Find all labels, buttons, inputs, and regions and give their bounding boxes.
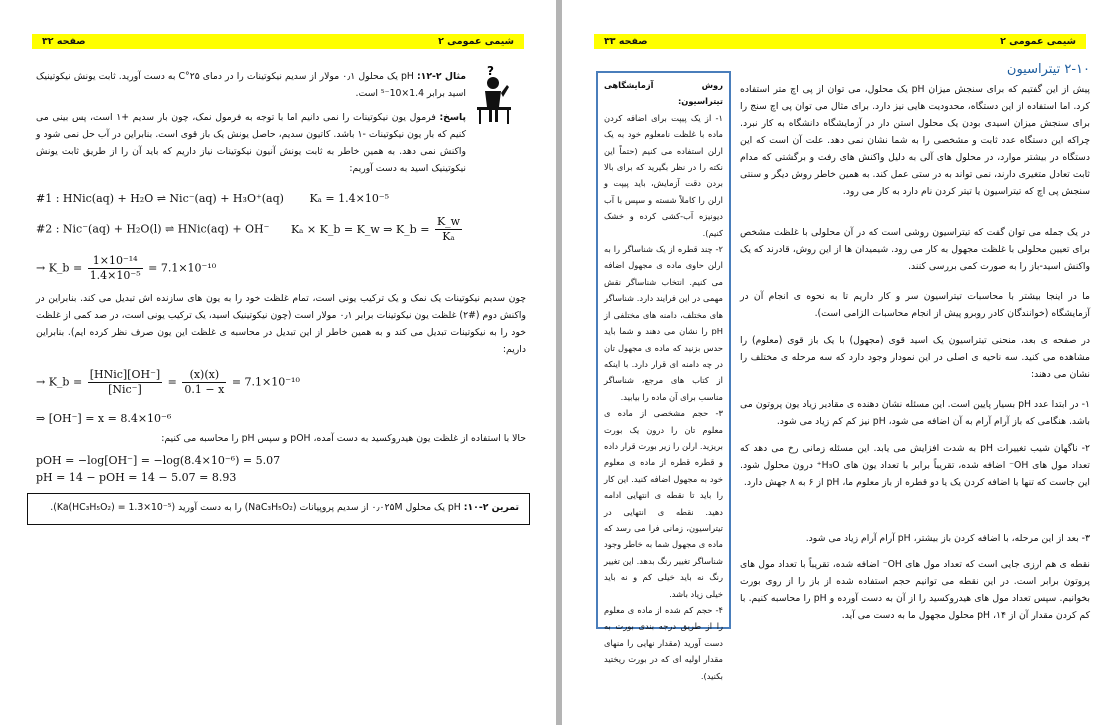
equation-2-k: Kₐ × K_b = K_w ⇒ K_b =	[290, 222, 430, 236]
right-paragraph-6: ۲- ناگهان شیب تغییرات pH به شدت افزایش می یابد. این مسئله زمانی رخ می دهد که تعداد مول های OH⁻ اضافه شده، تقریباً برابر با تعداد یون های H₃O⁺ درون محلول شود. این جاست که تنها با اضافه کردن یک یا دو قطره از باز معلوم ما، pH از ۶ به ۸ جهش دارد.	[740, 443, 1090, 488]
equation-4	[36, 368, 300, 397]
sidebox-step-2: ۲- چند قطره از یک شناساگر را به ارلن حاوی ماده ی مجهول اضافه می کنیم. انتخاب شناساگر نقش مهمی در این فرایند دارد. شناساگر های مختلف، دامنه های مختلفی از pH را نشان می دهند و شما باید حدس بزنید که ماده ی مجهول تان در چه دامنه ای قرار دارد. با اینکه از کتاب های مرجع، شناساگر مناسب برای آن ماده را بیابید.	[604, 244, 723, 402]
equation-3-lhs: → K_b =	[36, 261, 83, 275]
equation-2-text: #2 : Nic⁻(aq) + H₂O(l) ⇌ HNic(aq) + OH⁻	[36, 222, 270, 236]
equation-6: pOH = −log[OH⁻] = −log(8.4×10⁻⁶) = 5.07	[36, 454, 281, 467]
example-text: pH یک محلول ۰٫۱ مولار از سدیم نیکوتینات را در دمای ۲۵°C به دست آورید. ثابت یونش نیکوتینیک اسید برابر 1.4×10⁻⁵ است.	[36, 71, 466, 99]
right-paragraph-4: در صفحه ی بعد، منحنی تیتراسیون یک اسید قوی (مجهول) با یک باز قوی (معلوم) را مشاهده می کنید. سه ناحیه ی اصلی در این نمودار وجود دارد که سه مرحله ی مختلف را نشان می دهند:	[740, 335, 1090, 380]
equation-4-lhs: → K_b =	[36, 375, 83, 389]
right-header-bar	[594, 34, 1086, 49]
equation-4-mid: =	[167, 375, 177, 389]
titration-method-box	[596, 71, 731, 681]
right-paragraph-7: ۳- بعد از این مرحله، با اضافه کردن باز بیشتر، pH آرام آرام زیاد می شود.	[805, 533, 1090, 544]
right-paragraph-2: در یک جمله می توان گفت که تیتراسیون روشی است که در آن محلولی با غلظت مشخص برای تعیین محلولی با غلظت مجهول به کار می رود. شیمیدان ها از این روش، قادرند که یک واکنش اسید-باز را به صورت کمی بررسی کنند.	[740, 227, 1090, 272]
example-label: مثال ۲-۱۲:	[416, 71, 467, 82]
equation-4-rhs: = 7.1×10⁻¹⁰	[231, 375, 300, 389]
equation-4-denominator-2: 0.1 − x	[184, 383, 225, 396]
equation-2-fraction	[435, 215, 462, 244]
svg-text:?: ?	[487, 64, 494, 78]
equation-3-rhs: = 7.1×10⁻¹⁰	[148, 261, 217, 275]
right-paragraph-1: پیش از این گفتیم که برای سنجش میزان pH یک محلول، می توان از پی اچ متر استفاده کرد. اما استفاده از این دستگاه، محدودیت هایی نیز دارد. برای مثال می توان پی اچ سنج را برای سنجش میزان اسیدی بودن یک محلول استن دار در آزمایشگاه دانشگاه به کار نبرد. چراکه این دستگاه عدد ثابت و مشخصی را به شما نشان نمی دهد. علت آن است که این دستگاه در بیشتر موارد، در محلول های آلی به دلیل واکنش های رفت و برگشتی که مدام ثابت تعادل متغیری دارند، نمی تواند به در ستی عمل کند. به همین خاطر روش دیگر و سنتی سنجش پی اچ که تیتراسیون یا تیتر کردن نام دارد به کار می رود.	[740, 84, 1090, 197]
equation-7: pH = 14 − pOH = 14 − 5.07 = 8.93	[36, 471, 237, 484]
equation-4-denominator-1: [Nic⁻]	[108, 383, 142, 396]
answer-block	[36, 109, 466, 177]
equation-3-numerator: 1×10⁻¹⁴	[88, 254, 143, 269]
right-paragraph-8: نقطه ی هم ارزی جایی است که تعداد مول های OH⁻ اضافه شده، تقریباً با تعداد مول های پروتون برابر است. در این نقطه می توانیم حجم استفاده شده از باز را از روی بورت بخوانیم. سپس تعداد مول های هیدروکسید را از آن به دست آورده و pH را محاسبه کنیم. با کم کردن مقدار آن از ۱۴، pH محلول مجهول ما به دست می آید.	[740, 559, 1090, 621]
equation-2-denominator: Kₐ	[442, 230, 455, 243]
sidebox-step-1: ۱- از یک پیپت برای اضافه کردن ماده با غلظت نامعلوم خود به یک ارلن استفاده می کنیم (حتماً این نکته را در نظر بگیرید که برای بالا بردن دقت آزمایش، باید پیپت و ارلن را کاملاً شسته و سپس با آب دیونیزه آب-کشی کرده و خشک کنیم).	[604, 112, 723, 238]
equation-4-numerator-1: [HNic][OH⁻]	[89, 368, 161, 381]
equation-3	[36, 254, 216, 283]
paragraph-3: حالا با استفاده از غلظت یون هیدروکسید به دست آمده، pOH و سپس pH را محاسبه می کنیم:	[161, 433, 526, 444]
example-block	[36, 68, 466, 102]
left-header-bar	[32, 34, 524, 49]
sidebox-title: روش آزمایشگاهی تیتراسیون:	[604, 80, 723, 107]
exercise-label: تمرین ۲-۱۰:	[463, 502, 519, 513]
equation-1-text: #1 : HNic(aq) + H₂O ⇌ Nic⁻(aq) + H₃O⁺(aq)	[36, 192, 284, 205]
section-title: ۲-۱۰ تیتراسیون	[1006, 62, 1090, 77]
sidebox-step-4: ۴- حجم کم شده از ماده ی معلوم را از طریق درجه بندی بورت به دست آورید (مقدار نهایی را منهای مقدار اولیه ای که در بورت ریختید بکنید).	[604, 605, 723, 681]
equation-4-fraction-2	[182, 368, 226, 397]
exercise-box	[27, 493, 530, 525]
answer-label: پاسخ:	[439, 112, 466, 123]
equation-5: ⇒ [OH⁻] = x = 8.4×10⁻⁶	[36, 412, 172, 425]
left-header-title: شیمی عمومی ۲	[438, 36, 514, 47]
paragraph-2: چون سدیم نیکوتینات یک نمک و یک ترکیب یونی است، تمام غلظت خود را به یون های سازنده اش تبدیل می کند. بنابراین در واکنش دوم (#۲) غلظت یون نیکوتینات برابر ۰٫۱ مولار است (چون نیکوتینیک اسید، یک ترکیب یونی است، در صد کمی از غلظت خود را به نیکوتینات تبدیل می کند و به همین خاطر از این تبدیل در محاسبه ی غلظت این یون صرف نظر کرده ایم). بنابراین داریم:	[36, 293, 526, 355]
thinking-person-icon	[475, 63, 513, 125]
equation-1-k: Kₐ = 1.4×10⁻⁵	[309, 192, 390, 205]
right-page	[562, 0, 1120, 725]
equation-3-denominator: 1.4×10⁻⁵	[89, 269, 141, 282]
right-paragraph-5: ۱- در ابتدا عدد pH بسیار پایین است. این مسئله نشان دهنده ی مقادیر زیاد یون پروتون می باشد. هنگامی که باز آرام آرام به آن اضافه می شود، pH نیز کم کم زیاد می شود.	[740, 399, 1091, 427]
left-page	[0, 0, 556, 725]
equation-1	[36, 192, 389, 205]
equation-2	[36, 215, 464, 244]
right-paragraph-3: ما در اینجا بیشتر با محاسبات تیتراسیون سر و کار داریم تا به نحوه ی انجام آن در آزمایشگاه (خوانندگان کادر روبرو پیش از انجام محاسبات الزامی است).	[740, 291, 1090, 319]
answer-text: فرمول یون نیکوتینات را نمی دانیم اما با توجه به فرمول نمک، چون بار سدیم +۱ است، پس بینی می کنیم که بار یون نیکوتینات -۱ باشد. کاتیون سدیم، حاصل یونش یک باز قوی است. بنابراین در آب حل نمی شود و واکنش نمی دهد. به همین خاطر به ثابت یونش آنیون نیکوتینات نیاز داریم که باید آن را از طریق ثابت یونش نیکوتینیک اسید به دست آوریم:	[36, 112, 466, 174]
exercise-text: pH یک محلول ۰٫۰۲۵M از سدیم پروپیانات (NaC₃H₅O₂) را به دست آورید (Ka(HC₃H₅O₂) = 1.3×10⁻⁵).	[50, 502, 461, 513]
left-header-page: صفحه ۳۲	[42, 36, 86, 47]
sidebox-step-3: ۳- حجم مشخصی از ماده ی معلوم تان را درون یک بورت بریزید. ارلن را زیر بورت قرار داده و قطره قطره از ماده ی معلوم خود به مجهول اضافه کنید. این کار را باید تا نقطه ی انتهایی ادامه دهید. نقطه ی انتهایی در تیتراسیون، زمانی فرا می رسد که ماده ی مجهول شما به خاطر وجود شناساگر تغییر رنگ بدهد. این تغییر رنگ نه باید خیلی کم و نه باید خیلی زیاد باشد.	[604, 408, 723, 599]
right-header-title: شیمی عمومی ۲	[1000, 36, 1076, 47]
equation-3-fraction	[88, 254, 143, 283]
right-header-page: صفحه ۳۳	[604, 36, 648, 47]
equation-2-numerator: K_w	[436, 215, 461, 228]
equation-4-fraction-1	[88, 368, 162, 397]
equation-4-numerator-2: (x)(x)	[182, 368, 226, 383]
